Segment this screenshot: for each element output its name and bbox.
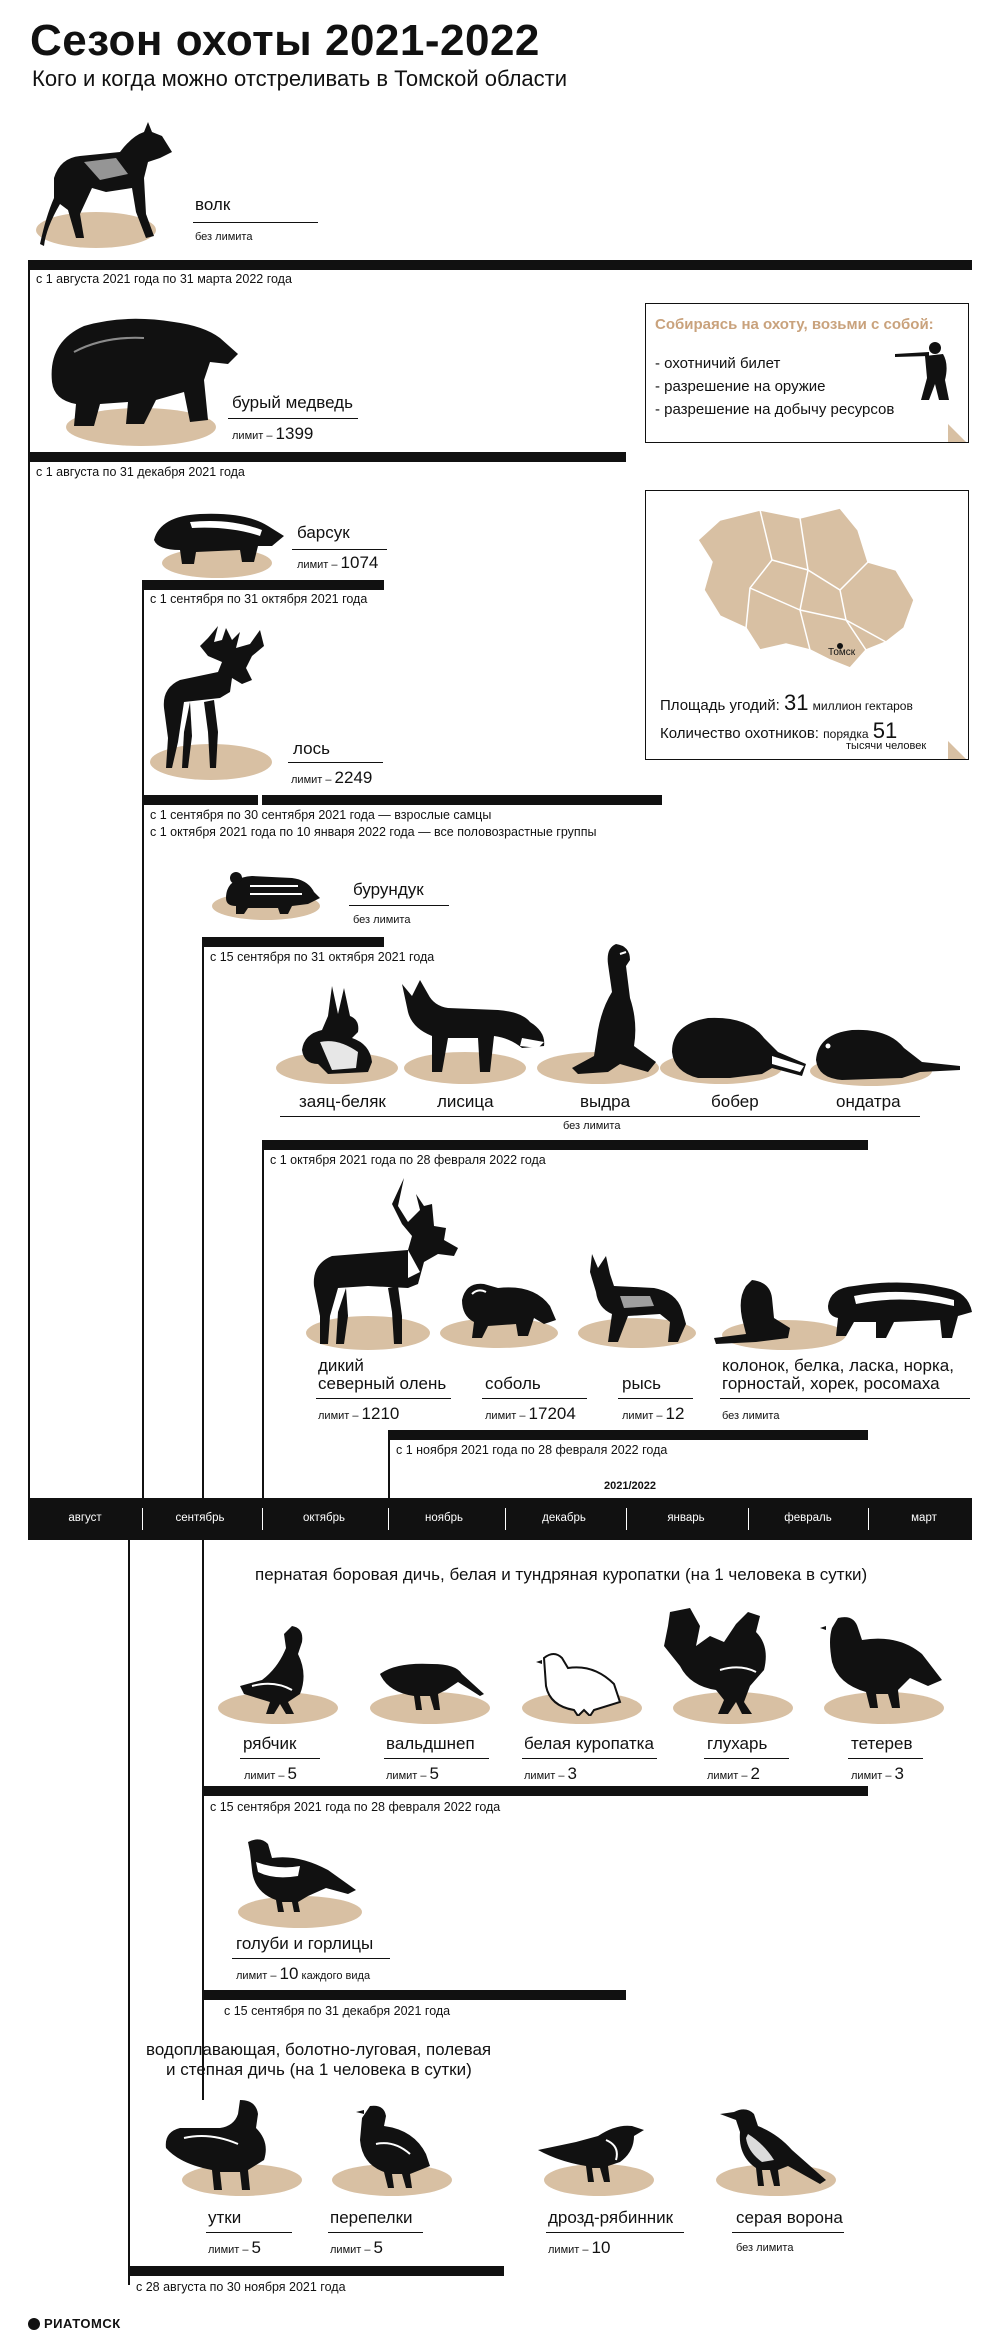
pigeon-name: голуби и горлицы <box>236 1934 374 1953</box>
water-birds-period: с 28 августа по 30 ноября 2021 года <box>136 2280 346 2294</box>
page-subtitle: Кого и когда можно отстреливать в Томской области <box>32 66 568 91</box>
info-card-item-2: - разрешение на оружие <box>655 378 826 395</box>
timeline-sep <box>505 1508 506 1530</box>
timeline-sep <box>626 1508 627 1530</box>
small-game-otter: выдра <box>580 1092 631 1111</box>
crow-icon <box>718 2104 828 2190</box>
thrush-name: дрозд-рябинник <box>548 2208 674 2227</box>
bird-name-woodcock: вальдшнеп <box>386 1734 475 1753</box>
elk-icon <box>160 622 280 772</box>
fur-game-period: с 1 ноября 2021 года по 28 февраля 2022 года <box>396 1443 668 1457</box>
quail-underline <box>328 2232 423 2233</box>
badger-limit: лимит – 1074 <box>297 553 379 572</box>
sable-underline <box>482 1398 587 1399</box>
wolf-limit: без лимита <box>195 231 253 243</box>
weasels-name-2: горностай, хорек, росомаха <box>722 1374 940 1393</box>
chipmunk-underline <box>349 905 449 906</box>
woodcock-icon <box>376 1654 486 1712</box>
small-game-period: с 1 октября 2021 года по 28 февраля 2022 года <box>270 1153 546 1167</box>
badger-period-bar <box>142 580 384 590</box>
weasels-limit: без лимита <box>722 1410 780 1422</box>
weasels-name-1: колонок, белка, ласка, норка, <box>722 1356 954 1375</box>
water-birds-period-bar <box>128 2266 504 2276</box>
elk-period-2: с 1 октября 2021 года по 10 января 2022 года — все половозрастные группы <box>150 825 597 839</box>
bird-limit-ptarmigan: лимит – 3 <box>524 1764 578 1783</box>
wolf-name: волк <box>195 195 231 214</box>
fur-game-period-bar <box>388 1430 868 1440</box>
region-map <box>690 500 920 675</box>
timeline-month-feb: февраль <box>784 1512 832 1524</box>
sable-name: соболь <box>485 1374 541 1393</box>
birds-forest-heading: пернатая боровая дичь, белая и тундряная куропатки (на 1 человека в сутки) <box>255 1565 868 1584</box>
chipmunk-limit: без лимита <box>353 914 411 926</box>
bird-limit-woodcock: лимит – 5 <box>386 1764 440 1783</box>
timeline-sep <box>748 1508 749 1530</box>
hare-icon <box>298 986 378 1076</box>
elk-period-bar-1 <box>142 795 258 805</box>
squirrel-icon <box>712 1278 802 1346</box>
lynx-icon <box>584 1252 689 1344</box>
badger-name: барсук <box>297 523 350 542</box>
wolf-period: с 1 августа 2021 года по 31 марта 2022 года <box>36 272 292 286</box>
bird-underline-ptarmigan <box>522 1758 657 1759</box>
thrush-limit: лимит – 10 <box>548 2238 611 2257</box>
crow-underline <box>732 2232 844 2233</box>
bear-icon <box>44 312 239 432</box>
bear-limit: лимит – 1399 <box>232 424 314 443</box>
quail-icon <box>354 2104 434 2190</box>
quail-limit: лимит – 5 <box>330 2238 384 2257</box>
small-game-hare: заяц-беляк <box>299 1092 386 1111</box>
quail-name: перепелки <box>330 2208 413 2227</box>
bird-limit-capercaillie: лимит – 2 <box>707 1764 761 1783</box>
page-title: Сезон охоты 2021-2022 <box>30 16 540 65</box>
bird-limit-hazel: лимит – 5 <box>244 1764 298 1783</box>
reindeer-name-2: северный олень <box>318 1374 447 1393</box>
water-birds-heading-1: водоплавающая, болотно-луговая, полевая <box>146 2040 492 2059</box>
pigeon-period-bar <box>202 1990 626 2000</box>
lynx-name: рысь <box>622 1374 662 1393</box>
map-hunters-unit: тысячи человек <box>846 740 927 752</box>
muskrat-icon <box>812 1024 962 1084</box>
water-birds-heading-2: и степная дичь (на 1 человека в сутки) <box>166 2060 472 2079</box>
ria-logo-mark-icon <box>28 2318 40 2330</box>
timeline-sep <box>868 1508 869 1530</box>
info-card-item-3: - разрешение на добычу ресурсов <box>655 401 895 418</box>
timeline-sep <box>262 1508 263 1530</box>
bird-underline-black-grouse <box>848 1758 923 1759</box>
chipmunk-period-bar <box>202 937 384 947</box>
pigeon-period: с 15 сентября по 31 декабря 2021 года <box>224 2004 451 2018</box>
birds-forest-period: с 15 сентября 2021 года по 28 февраля 2022 года <box>210 1800 501 1814</box>
elk-name: лось <box>293 739 330 758</box>
crow-name: серая ворона <box>736 2208 843 2227</box>
small-game-underline <box>280 1116 920 1117</box>
bird-name-capercaillie: глухарь <box>707 1734 768 1753</box>
chipmunk-icon <box>222 868 322 916</box>
small-game-period-bar <box>262 1140 868 1150</box>
timeline-month-aug: август <box>68 1512 102 1524</box>
weasels-underline <box>720 1398 970 1399</box>
timeline-month-mar: март <box>911 1512 937 1524</box>
wolf-icon <box>40 118 175 248</box>
timeline-sep <box>388 1508 389 1530</box>
bird-underline-hazel <box>240 1758 320 1759</box>
badger-underline <box>292 549 387 550</box>
small-game-fox: лисица <box>437 1092 494 1111</box>
info-card-heading: Собираясь на охоту, возьми с собой: <box>655 316 934 333</box>
wolf-underline <box>193 222 318 223</box>
bear-name: бурый медведь <box>232 393 353 412</box>
sable-icon <box>458 1276 558 1340</box>
otter-icon <box>568 944 660 1080</box>
ria-logo-text: РИАТОМСК <box>44 2316 121 2331</box>
timeline-month-jan: январь <box>667 1512 705 1524</box>
map-card-fold <box>948 741 966 759</box>
thrush-underline <box>546 2232 684 2233</box>
fox-icon <box>398 976 548 1076</box>
elk-limit: лимит – 2249 <box>291 768 373 787</box>
sable-limit: лимит – 17204 <box>485 1404 576 1423</box>
elk-underline <box>288 762 383 763</box>
bird-name-black-grouse: тетерев <box>851 1734 913 1753</box>
chipmunk-period: с 15 сентября по 31 октября 2021 года <box>210 950 435 964</box>
elk-period-bar-2 <box>262 795 662 805</box>
map-city-label: Томск <box>828 647 856 658</box>
reindeer-name-1: дикий <box>318 1356 364 1375</box>
capercaillie-icon <box>660 1606 780 1718</box>
fur-game-vline <box>388 1430 390 1500</box>
small-game-beaver: бобер <box>711 1092 759 1111</box>
badger-period: с 1 сентября по 31 октября 2021 года <box>150 592 368 606</box>
reindeer-underline <box>316 1398 451 1399</box>
bird-limit-black-grouse: лимит – 3 <box>851 1764 905 1783</box>
bear-period-bar <box>28 452 626 462</box>
chipmunk-name: бурундук <box>353 880 424 899</box>
bear-underline <box>228 418 358 419</box>
timeline-year-label: 2021/2022 <box>604 1480 656 1492</box>
duck-underline <box>206 2232 292 2233</box>
ptarmigan-icon <box>534 1650 624 1716</box>
bear-period: с 1 августа по 31 декабря 2021 года <box>36 465 245 479</box>
water-birds-vline <box>128 1540 130 2285</box>
hazel-grouse-icon <box>238 1624 318 1716</box>
timeline-month-oct: октябрь <box>302 1512 346 1524</box>
small-game-limit: без лимита <box>563 1120 621 1132</box>
map-hunters: Количество охотников: порядка 51 <box>660 718 898 743</box>
thrush-icon <box>536 2116 646 2186</box>
crow-limit: без лимита <box>736 2242 794 2254</box>
info-card-item-1: - охотничий билет <box>655 355 781 372</box>
wolverine-icon <box>824 1276 974 1340</box>
pigeon-underline <box>232 1958 390 1959</box>
bird-underline-capercaillie <box>704 1758 789 1759</box>
timeline-month-sep: сентябрь <box>175 1512 225 1524</box>
pigeon-limit: лимит – 10 каждого вида <box>236 1964 371 1983</box>
map-area: Площадь угодий: 31 миллион гектаров <box>660 690 913 715</box>
lynx-limit: лимит – 12 <box>622 1404 685 1423</box>
timeline-month-nov: ноябрь <box>425 1512 463 1524</box>
lynx-underline <box>618 1398 693 1399</box>
reindeer-icon <box>308 1176 468 1346</box>
info-card-fold <box>948 424 966 442</box>
reindeer-limit: лимит – 1210 <box>318 1404 400 1423</box>
small-game-muskrat: ондатра <box>836 1092 901 1111</box>
pigeon-icon <box>238 1836 358 1916</box>
timeline-month-dec: декабрь <box>542 1512 586 1524</box>
birds-vline <box>202 1540 204 2100</box>
duck-name: утки <box>208 2208 242 2227</box>
beaver-icon <box>668 1012 808 1082</box>
timeline-sep <box>142 1508 143 1530</box>
birds-forest-period-bar <box>202 1786 868 1796</box>
duck-icon <box>160 2098 280 2194</box>
hunter-icon <box>895 340 955 402</box>
elk-period-1: с 1 сентября по 30 сентября 2021 года — взрослые самцы <box>150 808 492 822</box>
bird-underline-woodcock <box>384 1758 489 1759</box>
wolf-period-bar <box>28 260 972 270</box>
badger-vline <box>142 580 144 1540</box>
bird-name-ptarmigan: белая куропатка <box>524 1734 654 1753</box>
badger-icon <box>150 506 285 568</box>
duck-limit: лимит – 5 <box>208 2238 262 2257</box>
ria-logo <box>28 2316 121 2331</box>
black-grouse-icon <box>818 1614 944 1714</box>
small-game-vline <box>262 1140 264 1500</box>
bird-name-hazel: рябчик <box>243 1734 297 1753</box>
